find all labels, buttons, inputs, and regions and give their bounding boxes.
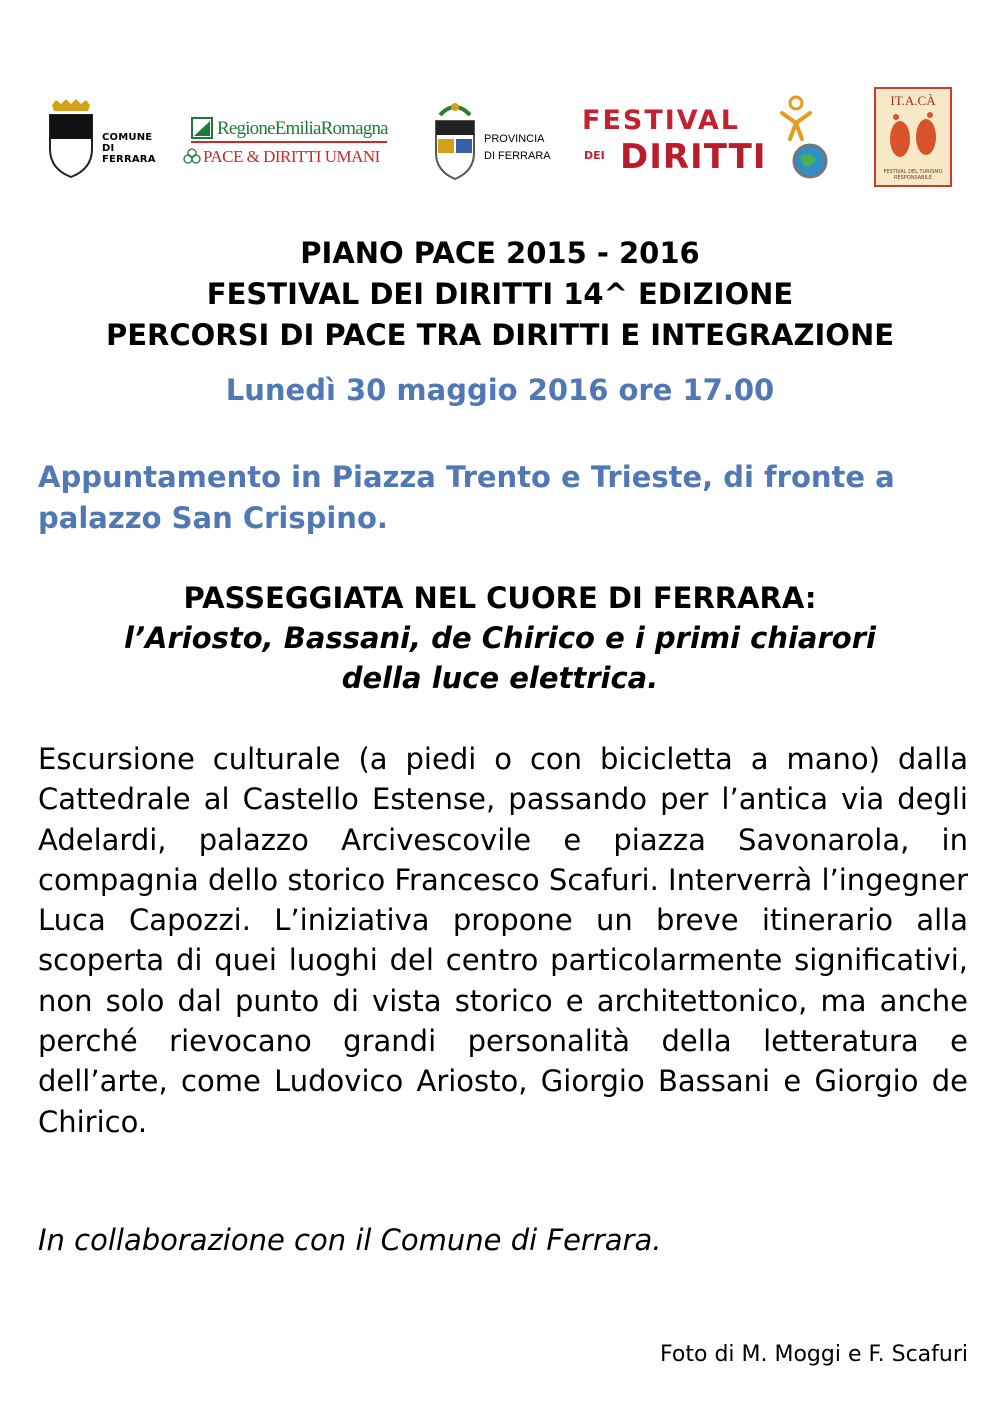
itaca-tagline: FESTIVAL DEL TURISMO RESPONSABILE — [883, 169, 943, 181]
regione-tagline: PACE & DIRITTI UMANI — [203, 147, 380, 166]
festival-diritti-word: DIRITTI — [620, 137, 767, 177]
walk-subtitle-line1: l’Ariosto, Bassani, de Chirico e i primi chiarori — [124, 621, 876, 655]
walk-heading: PASSEGGIATA NEL CUORE DI FERRARA: — [183, 581, 817, 615]
collaboration-note: In collaborazione con il Comune di Ferrara. — [38, 1223, 662, 1257]
regione-emilia-romagna-logo — [183, 115, 393, 175]
itaca-name: IT.A.CÀ — [890, 93, 936, 108]
regione-name: RegioneEmiliaRomagna — [217, 118, 388, 139]
title-line1: PIANO PACE 2015 - 2016 — [300, 236, 700, 270]
photo-credit: Foto di M. Moggi e F. Scafuri — [660, 1342, 968, 1367]
festival-globe-icon — [776, 93, 836, 185]
festival-diritti-logo — [580, 93, 840, 185]
provincia-line1: PROVINCIA — [484, 133, 545, 145]
meeting-point: Appuntamento in Piazza Trento e Trieste, di fronte a palazzo San Crispino. — [38, 460, 895, 535]
logo-bar — [0, 85, 1000, 195]
flower-icon — [183, 148, 201, 166]
regione-emblem-icon — [191, 117, 213, 139]
event-title — [0, 233, 1000, 356]
event-date: Lunedì 30 maggio 2016 ore 17.00 — [225, 373, 775, 407]
provincia-line2: DI FERRARA — [484, 150, 551, 162]
walk-subtitle-line2: della luce elettrica. — [341, 661, 659, 695]
festival-dei-word: DEI — [584, 149, 605, 162]
event-description: Escursione culturale (a piedi o con bicicletta a mano) dalla Cattedrale al Castello Estense, passando per l’antica via degli Adelardi, palazzo Arcivescovile e piazza Savonarola, in compagnia dello storico Francesco Scafuri. Interverrà l’ingegner Luca Capozzi. L’iniziativa propone un breve itinerario alla scoperta di quei luoghi del centro particolarmente significativi, non solo dal punto di vista storico e architettonico, ma anche perché rievocano grandi personalità della letteratura e dell’arte, come Ludovico Ariosto, Giorgio Bassani e Giorgio de Chirico. — [38, 742, 968, 1139]
provincia-crest-icon — [432, 97, 478, 182]
comune-line2: DI FERRARA — [102, 143, 156, 165]
title-line2: FESTIVAL DEI DIRITTI 14^ EDIZIONE — [206, 277, 794, 311]
provincia-ferrara-logo — [432, 97, 552, 182]
festival-word: FESTIVAL — [582, 105, 740, 136]
title-line3: PERCORSI DI PACE TRA DIRITTI E INTEGRAZIONE — [105, 318, 895, 352]
walk-heading-block — [0, 578, 1000, 698]
comune-ferrara-logo — [46, 99, 171, 179]
comune-line1: COMUNE — [102, 132, 153, 143]
itaca-logo — [874, 87, 952, 187]
ferrara-crest-icon — [46, 99, 96, 179]
footprints-icon — [874, 109, 952, 169]
